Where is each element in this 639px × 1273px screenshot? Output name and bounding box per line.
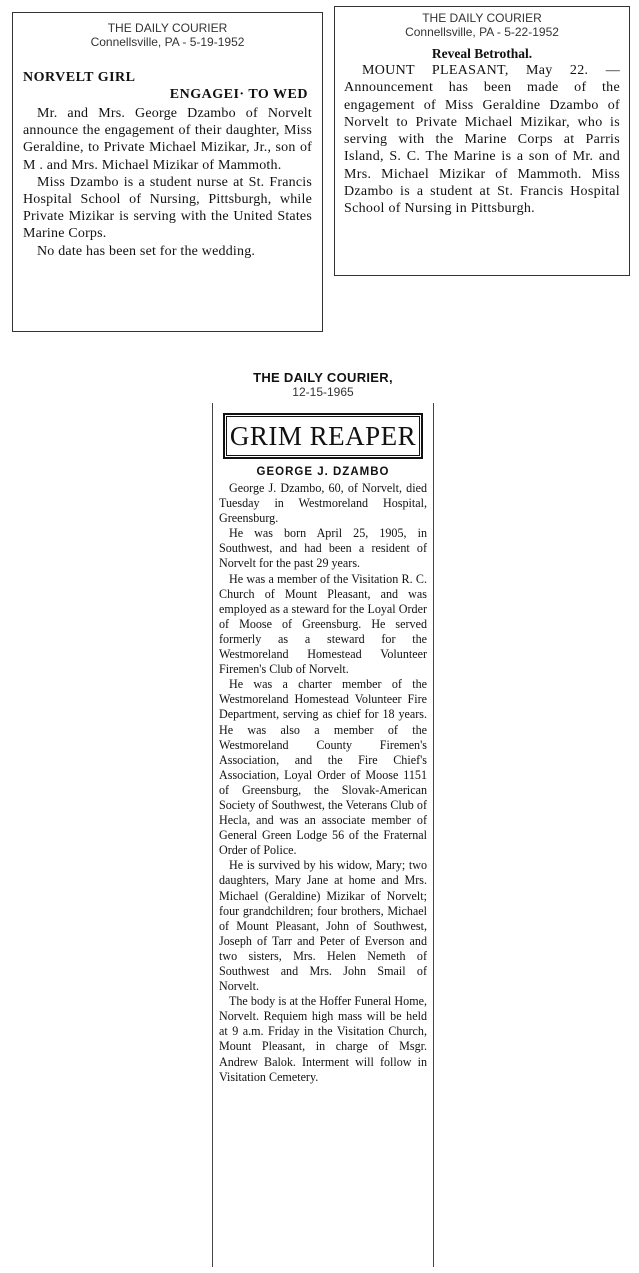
paragraph: He is survived by his widow, Mary; two daughters, Mary Jane at home and Mrs. Michael (Geraldine) Mizikar of Norvelt; four grandchildren; four brothers, Michael of Mount Pleasant, John of Southwest, Joseph of Tarr and Peter of Everson and two sisters, Mrs. Helen Nemeth of Southwest and Mrs. John Smail of Norvelt. bbox=[219, 858, 427, 994]
paragraph: MOUNT PLEASANT, May 22. — Announcement has been made of the engagement of Miss Geraldine Dzambo of Norvelt to Private Michael Mizikar, who is serving with the Marine Corps at Parris Island, S. C. The Marine is a son of Mr. and Mrs. Michael Mizikar of Mammoth. Miss Dzambo is a student at St. Francis Hospital School of Nursing in Pittsburgh. bbox=[344, 63, 620, 217]
paper-dateline: Connellsville, PA - 5-19-1952 bbox=[90, 35, 245, 49]
paper-name: THE DAILY COURIER bbox=[107, 21, 228, 35]
paper-dateline: Connellsville, PA - 5-22-1952 bbox=[405, 25, 559, 39]
headline-line-1: NORVELT GIRL bbox=[23, 70, 136, 85]
paragraph: Miss Dzambo is a student nurse at St. Francis Hospital School of Nursing, Pittsburgh, while Private Mizikar is serving with the United States Marine Corps. bbox=[23, 174, 312, 242]
clipping-obituary-1965-12-15 bbox=[212, 370, 434, 1266]
paragraph: The body is at the Hoffer Funeral Home, Norvelt. Requiem high mass will be held at 9 a.m. Friday in the Visitation Church, Mount Pleasant, in charge of Msgr. Andrew Balok. Interment will follow in Visitation Cemetery. bbox=[219, 994, 427, 1084]
clipping-betrothal-1952-05-22 bbox=[334, 6, 630, 276]
paragraph: George J. Dzambo, 60, of Norvelt, died Tuesday in Westmoreland Hospital, Greensburg. bbox=[219, 481, 427, 526]
section-title: GRIM REAPER bbox=[226, 416, 420, 456]
paragraph: Mr. and Mrs. George Dzambo of Norvelt announce the engagement of their daughter, Miss Geraldine, to Private Michael Mizikar, Jr., son of M . and Mrs. Michael Mizikar of Mammoth. bbox=[23, 106, 312, 173]
paper-name: THE DAILY COURIER bbox=[422, 11, 542, 25]
paper-date: 12-15-1965 bbox=[292, 385, 354, 399]
headline bbox=[23, 69, 312, 103]
obituary-column bbox=[212, 403, 434, 1267]
article-body bbox=[23, 105, 312, 260]
paper-name: THE DAILY COURIER, bbox=[253, 370, 393, 385]
paragraph: He was a charter member of the Westmoreland Homestead Volunteer Fire Department, serving as chief for 18 years. He was also a member of the Westmoreland County Firemen's Association, and the Fire Chief's Association, Loyal Order of Moose 1151 of Greensburg, the Slovak-American Society of Southwest, the Veterans Club of Hecla, and was an associate member of General Green Lodge 56 of the Fraternal Order of Police. bbox=[219, 677, 427, 858]
paragraph: No date has been set for the wedding. bbox=[37, 243, 256, 259]
paragraph: He was born April 25, 1905, in Southwest, and had been a resident of Norvelt for the past 29 years. bbox=[219, 526, 427, 571]
paragraph: He was a member of the Visitation R. C. Church of Mount Pleasant, and was employed as a steward for the Loyal Order of Moose of Greensburg. He served formerly as a steward for the Westmoreland Homestead Volunteer Firemen's Club of Norvelt. bbox=[219, 571, 427, 677]
obituary-name: GEORGE J. DZAMBO bbox=[256, 466, 390, 478]
article-body bbox=[219, 481, 427, 1085]
article-body bbox=[344, 62, 620, 218]
section-title-box bbox=[223, 413, 423, 459]
clipping-engagement-1952-05-19 bbox=[12, 12, 323, 332]
headline: Reveal Betrothal. bbox=[431, 46, 533, 61]
headline-line-2: ENGAGEI· TO WED bbox=[169, 87, 308, 102]
